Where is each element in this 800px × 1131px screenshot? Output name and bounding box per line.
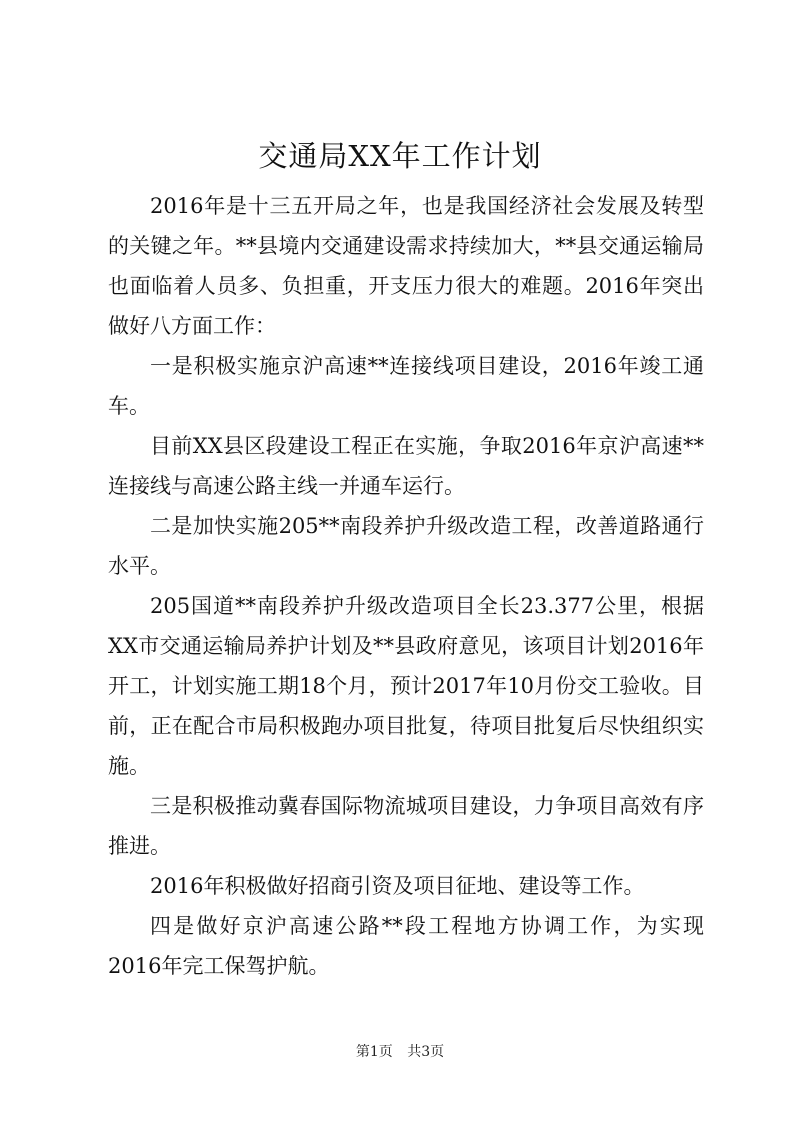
document-title: 交通局XX年工作计划 xyxy=(258,139,542,173)
paragraph-item-1: 一是积极实施京沪高速**连接线项目建设，2016年竣工通车。 xyxy=(108,354,704,418)
paragraph-intro: 2016年是十三五开局之年，也是我国经济社会发展及转型的关键之年。**县境内交通建设需求持续加大，**县交通运输局也面临着人员多、负担重，开支压力很大的难题。2016年突出做好八方面工作： xyxy=(108,194,704,338)
paragraph-item-3: 三是积极推动冀春国际物流城项目建设，力争项目高效有序推进。 xyxy=(108,794,704,858)
document-body xyxy=(108,186,704,986)
page-footer xyxy=(0,1042,800,1062)
page-number: 第1页 xyxy=(355,1044,393,1060)
page-total: 共3页 xyxy=(407,1044,445,1060)
paragraph-item-2: 二是加快实施205**南段养护升级改造工程，改善道路通行水平。 xyxy=(108,514,704,578)
paragraph-item-4: 四是做好京沪高速公路**段工程地方协调工作，为实现2016年完工保驾护航。 xyxy=(108,914,704,978)
paragraph-item-3-detail: 2016年积极做好招商引资及项目征地、建设等工作。 xyxy=(150,874,645,898)
paragraph-item-1-detail: 目前XX县区段建设工程正在实施，争取2016年京沪高速**连接线与高速公路主线一并通车运行。 xyxy=(108,434,704,498)
paragraph-item-2-detail: 205国道**南段养护升级改造项目全长23.377公里，根据XX市交通运输局养护计划及**县政府意见，该项目计划2016年开工，计划实施工期18个月，预计2017年10月份交工验收。目前，正在配合市局积极跑办项目批复，待项目批复后尽快组织实施。 xyxy=(108,594,704,778)
